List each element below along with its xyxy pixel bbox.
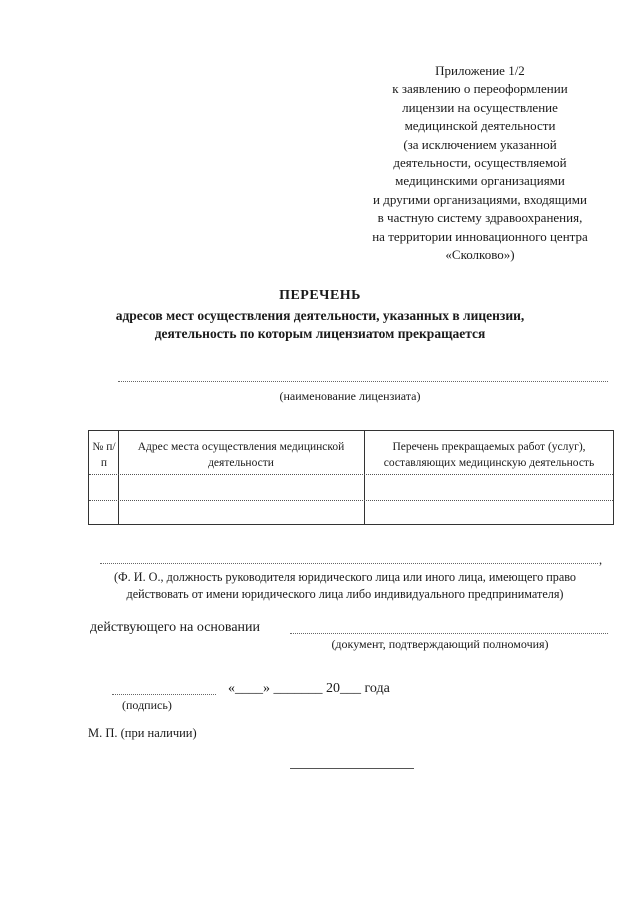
document-subtitle-line1: адресов мест осуществления деятельности, указанных в лицензии, — [115, 308, 525, 323]
date-line — [228, 681, 390, 697]
signature-caption: (подпись) — [122, 698, 172, 712]
date-year-prefix: 20 — [326, 681, 340, 696]
header-num: № п/п — [92, 441, 116, 469]
signatory-comma: , — [599, 553, 603, 567]
appendix-line: и другими организациями, входящими — [373, 191, 587, 207]
appendix-line: медицинскими организациями — [395, 173, 565, 189]
appendix-line: «Сколково») — [445, 247, 515, 263]
appendix-line: Приложение 1/2 — [435, 63, 525, 78]
date-year-suffix: года — [364, 681, 390, 696]
signature-field[interactable] — [112, 694, 216, 695]
addresses-table — [88, 430, 614, 525]
appendix-line: в частную систему здравоохранения, — [377, 210, 583, 226]
appendix-line: на территории инновационного центра — [372, 228, 588, 244]
date-close-quote: » — [263, 681, 270, 696]
date-month-blank[interactable]: _______ — [273, 681, 323, 696]
signatory-field[interactable] — [100, 563, 598, 564]
licensee-name-field[interactable] — [118, 381, 608, 382]
date-open-quote: « — [228, 681, 235, 696]
header-works: Перечень прекращаемых работ (услуг), составляющих медицинскую деятельность — [383, 441, 595, 469]
date-year-blank[interactable]: ___ — [340, 681, 361, 696]
appendix-line: к заявлению о переоформлении — [392, 81, 568, 97]
date-day-blank[interactable]: ____ — [235, 681, 263, 696]
basis-caption: (документ, подтверждающий полномочия) — [331, 637, 549, 651]
signatory-caption-line1: (Ф. И. О., должность руководителя юридического лица или иного лица, имеющего право — [114, 570, 576, 584]
appendix-line: лицензии на осуществление — [402, 99, 558, 115]
appendix-header — [330, 62, 630, 264]
table-row[interactable] — [119, 475, 613, 500]
signatory-caption-line2: действовать от имени юридического лица либо индивидуального предпринимателя) — [126, 587, 564, 601]
closing-divider — [290, 768, 414, 769]
header-address: Адрес места осуществления медицинской деятельности — [137, 441, 345, 469]
document-subtitle-line2: деятельность по которым лицензиатом прекращается — [154, 326, 486, 341]
basis-label: действующего на основании — [90, 620, 261, 635]
licensee-caption: (наименование лицензиата) — [279, 389, 421, 403]
table-row[interactable] — [119, 501, 613, 524]
seal-label: М. П. (при наличии) — [88, 726, 197, 740]
appendix-line: (за исключением указанной — [403, 136, 557, 152]
appendix-line: медицинской деятельности — [404, 118, 556, 134]
appendix-line: деятельности, осуществляемой — [393, 155, 567, 171]
basis-document-field[interactable] — [290, 633, 608, 634]
document-title: ПЕРЕЧЕНЬ — [279, 288, 361, 303]
